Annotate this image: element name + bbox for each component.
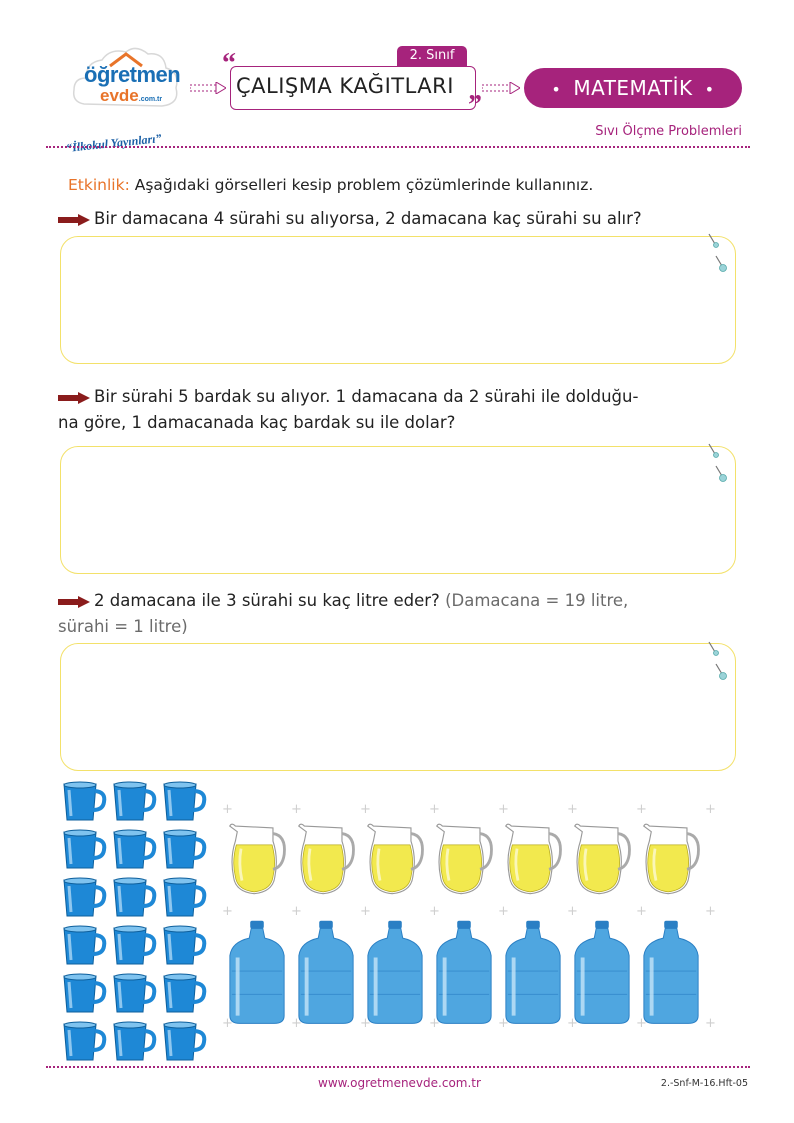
water-cup-icon: [160, 1020, 208, 1068]
question-2: [58, 384, 638, 435]
question-text: 2 damacana ile 3 sürahi su kaç litre eder?: [94, 591, 440, 610]
push-pin-icon: [706, 232, 728, 276]
cut-mark-icon: +: [498, 802, 509, 817]
activity-instruction: [68, 176, 593, 194]
logo-tagline-wrap: [62, 40, 190, 155]
activity-text: Aşağıdaki görselleri kesip problem çözümlerinde kullanınız.: [134, 176, 594, 194]
logo-brand-line2: evde.com.tr: [100, 86, 163, 105]
grade-badge: 2. Sınıf: [397, 46, 467, 66]
question-hint-cont: sürahi = 1 litre): [58, 617, 188, 636]
footer-code: 2.-Snf-M-16.Hft-05: [660, 1078, 748, 1089]
cut-mark-icon: +: [291, 1016, 302, 1031]
water-cup-icon: [60, 1020, 108, 1068]
water-cup-icon: [60, 972, 108, 1020]
cut-mark-icon: +: [222, 802, 233, 817]
water-cup-icon: [160, 876, 208, 924]
juice-jug-icon: [295, 820, 357, 900]
bullet-dot-icon: •: [704, 80, 715, 99]
juice-jug-icon: [571, 820, 633, 900]
topic-label: Sıvı Ölçme Problemleri: [595, 124, 742, 139]
cut-mark-icon: +: [498, 904, 509, 919]
water-cup-icon: [60, 780, 108, 828]
water-cup-icon: [160, 828, 208, 876]
juice-jug-icon: [226, 820, 288, 900]
divider: [46, 1066, 750, 1068]
cut-mark-icon: +: [567, 1016, 578, 1031]
answer-box[interactable]: [60, 643, 736, 771]
cut-mark-icon: +: [705, 1016, 716, 1031]
cut-mark-icon: +: [636, 1016, 647, 1031]
juice-jug-icon: [502, 820, 564, 900]
water-cup-icon: [60, 828, 108, 876]
cut-mark-icon: +: [222, 904, 233, 919]
cut-mark-icon: +: [429, 802, 440, 817]
arrow-bullet-icon: [58, 392, 90, 404]
activity-label: Etkinlik:: [68, 176, 130, 194]
question-text: Bir sürahi 5 bardak su alıyor. 1 damacana da 2 sürahi ile dolduğu-: [94, 387, 639, 406]
water-cup-icon: [160, 780, 208, 828]
water-cup-icon: [110, 1020, 158, 1068]
water-bottle-icon: [502, 920, 564, 1030]
water-cup-icon: [160, 972, 208, 1020]
question-1: [58, 206, 642, 231]
cut-mark-icon: +: [567, 802, 578, 817]
cut-mark-icon: +: [291, 802, 302, 817]
water-cup-icon: [60, 876, 108, 924]
bullet-dot-icon: •: [551, 80, 562, 99]
cut-mark-icon: +: [705, 802, 716, 817]
arrow-bullet-icon: [58, 214, 90, 226]
water-cup-icon: [60, 924, 108, 972]
page-title: ÇALIŞMA KAĞITLARI: [236, 74, 454, 98]
cut-mark-icon: +: [705, 904, 716, 919]
juice-jug-icon: [433, 820, 495, 900]
cut-mark-icon: +: [222, 1016, 233, 1031]
juice-jug-icon: [640, 820, 702, 900]
water-cup-icon: [110, 780, 158, 828]
answer-box[interactable]: [60, 236, 736, 364]
arrow-bullet-icon: [58, 596, 90, 608]
juice-jug-icon: [364, 820, 426, 900]
cut-mark-icon: +: [291, 904, 302, 919]
question-text-cont: na göre, 1 damacanada kaç bardak su ile dolar?: [58, 413, 456, 432]
water-cup-icon: [110, 828, 158, 876]
question-text: Bir damacana 4 sürahi su alıyorsa, 2 damacana kaç sürahi su alır?: [94, 209, 642, 228]
arrow-right-icon: [190, 82, 226, 94]
water-bottle-icon: [640, 920, 702, 1030]
cut-mark-icon: +: [498, 1016, 509, 1031]
cut-mark-icon: +: [429, 904, 440, 919]
arrow-right-icon: [482, 82, 520, 94]
water-bottle-icon: [226, 920, 288, 1030]
push-pin-icon: [706, 442, 728, 486]
subject-label: MATEMATİK: [573, 76, 693, 100]
water-bottle-icon: [571, 920, 633, 1030]
water-cup-icon: [110, 876, 158, 924]
cut-mark-icon: +: [636, 904, 647, 919]
cut-mark-icon: +: [636, 802, 647, 817]
question-3: [58, 588, 628, 639]
cut-mark-icon: +: [567, 904, 578, 919]
logo-tagline: “İlkokul Yayınları”: [65, 131, 163, 155]
cut-mark-icon: +: [360, 1016, 371, 1031]
cut-mark-icon: +: [360, 904, 371, 919]
water-cup-icon: [110, 924, 158, 972]
divider: [46, 146, 750, 148]
open-quote-icon: “: [222, 48, 236, 79]
water-cup-icon: [110, 972, 158, 1020]
question-hint: (Damacana = 19 litre,: [445, 591, 629, 610]
cut-mark-icon: +: [360, 802, 371, 817]
water-bottle-icon: [364, 920, 426, 1030]
footer-url[interactable]: www.ogretmenevde.com.tr: [318, 1076, 481, 1090]
push-pin-icon: [706, 640, 728, 684]
water-bottle-icon: [433, 920, 495, 1030]
logo-brand-line1: öğretmen: [84, 62, 181, 87]
subject-pill: [524, 68, 742, 108]
answer-box[interactable]: [60, 446, 736, 574]
water-cup-icon: [160, 924, 208, 972]
cut-mark-icon: +: [429, 1016, 440, 1031]
close-quote-icon: ”: [468, 90, 482, 121]
water-bottle-icon: [295, 920, 357, 1030]
